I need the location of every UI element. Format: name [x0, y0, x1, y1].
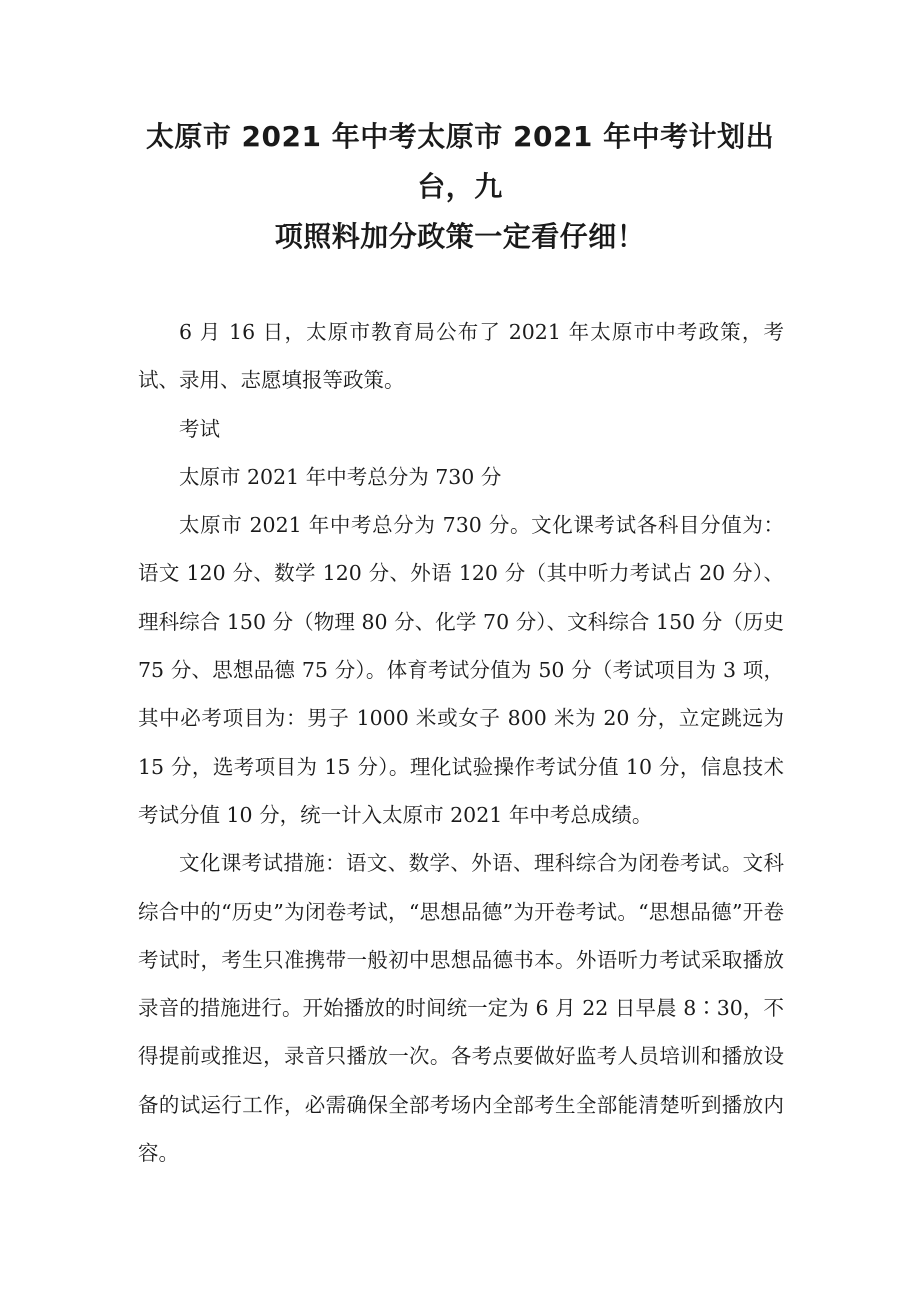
title-line-2: 项照料加分政策一定看仔细！	[274, 220, 646, 253]
document-body	[138, 308, 784, 1177]
paragraph-intro: 6 月 16 日，太原市教育局公布了 2021 年太原市中考政策，考试、录用、志愿填报等政策。	[138, 320, 784, 393]
subheading-total-score: 太原市 2021 年中考总分为 730 分	[179, 464, 502, 489]
document-title	[130, 112, 790, 262]
title-line-1: 太原市 2021 年中考太原市 2021 年中考计划出台，九	[145, 120, 775, 203]
section-heading-exam: 考试	[179, 416, 220, 441]
paragraph-score-breakdown: 太原市 2021 年中考总分为 730 分。文化课考试各科目分值为：语文 120 分、数学 120 分、外语 120 分（其中听力考试占 20 分）、理科综合 150 分（物理 80 分、化学 70 分）、文科综合 150 分（历史 75 分、思想品德 75 分）。体育考试分值为 50 分（考试项目为 3 项，其中必考项目为：男子 1000 米或女子 800 米为 20 分，立定跳远为 15 分，选考项目为 15 分）。理化试验操作考试分值 10 分，信息技术考试分值 10 分，统一计入太原市 2021 年中考总成绩。	[138, 513, 784, 827]
paragraph-exam-measures: 文化课考试措施：语文、数学、外语、理科综合为闭卷考试。文科综合中的“历史”为闭卷考试，“思想品德”为开卷考试。“思想品德”开卷考试时，考生只准携带一般初中思想品德书本。外语听力考试采取播放录音的措施进行。开始播放的时间统一定为 6 月 22 日早晨 8∶30，不得提前或推迟，录音只播放一次。各考点要做好监考人员培训和播放设备的试运行工作，必需确保全部考场内全部考生全部能清楚听到播放内容。	[138, 851, 784, 1166]
